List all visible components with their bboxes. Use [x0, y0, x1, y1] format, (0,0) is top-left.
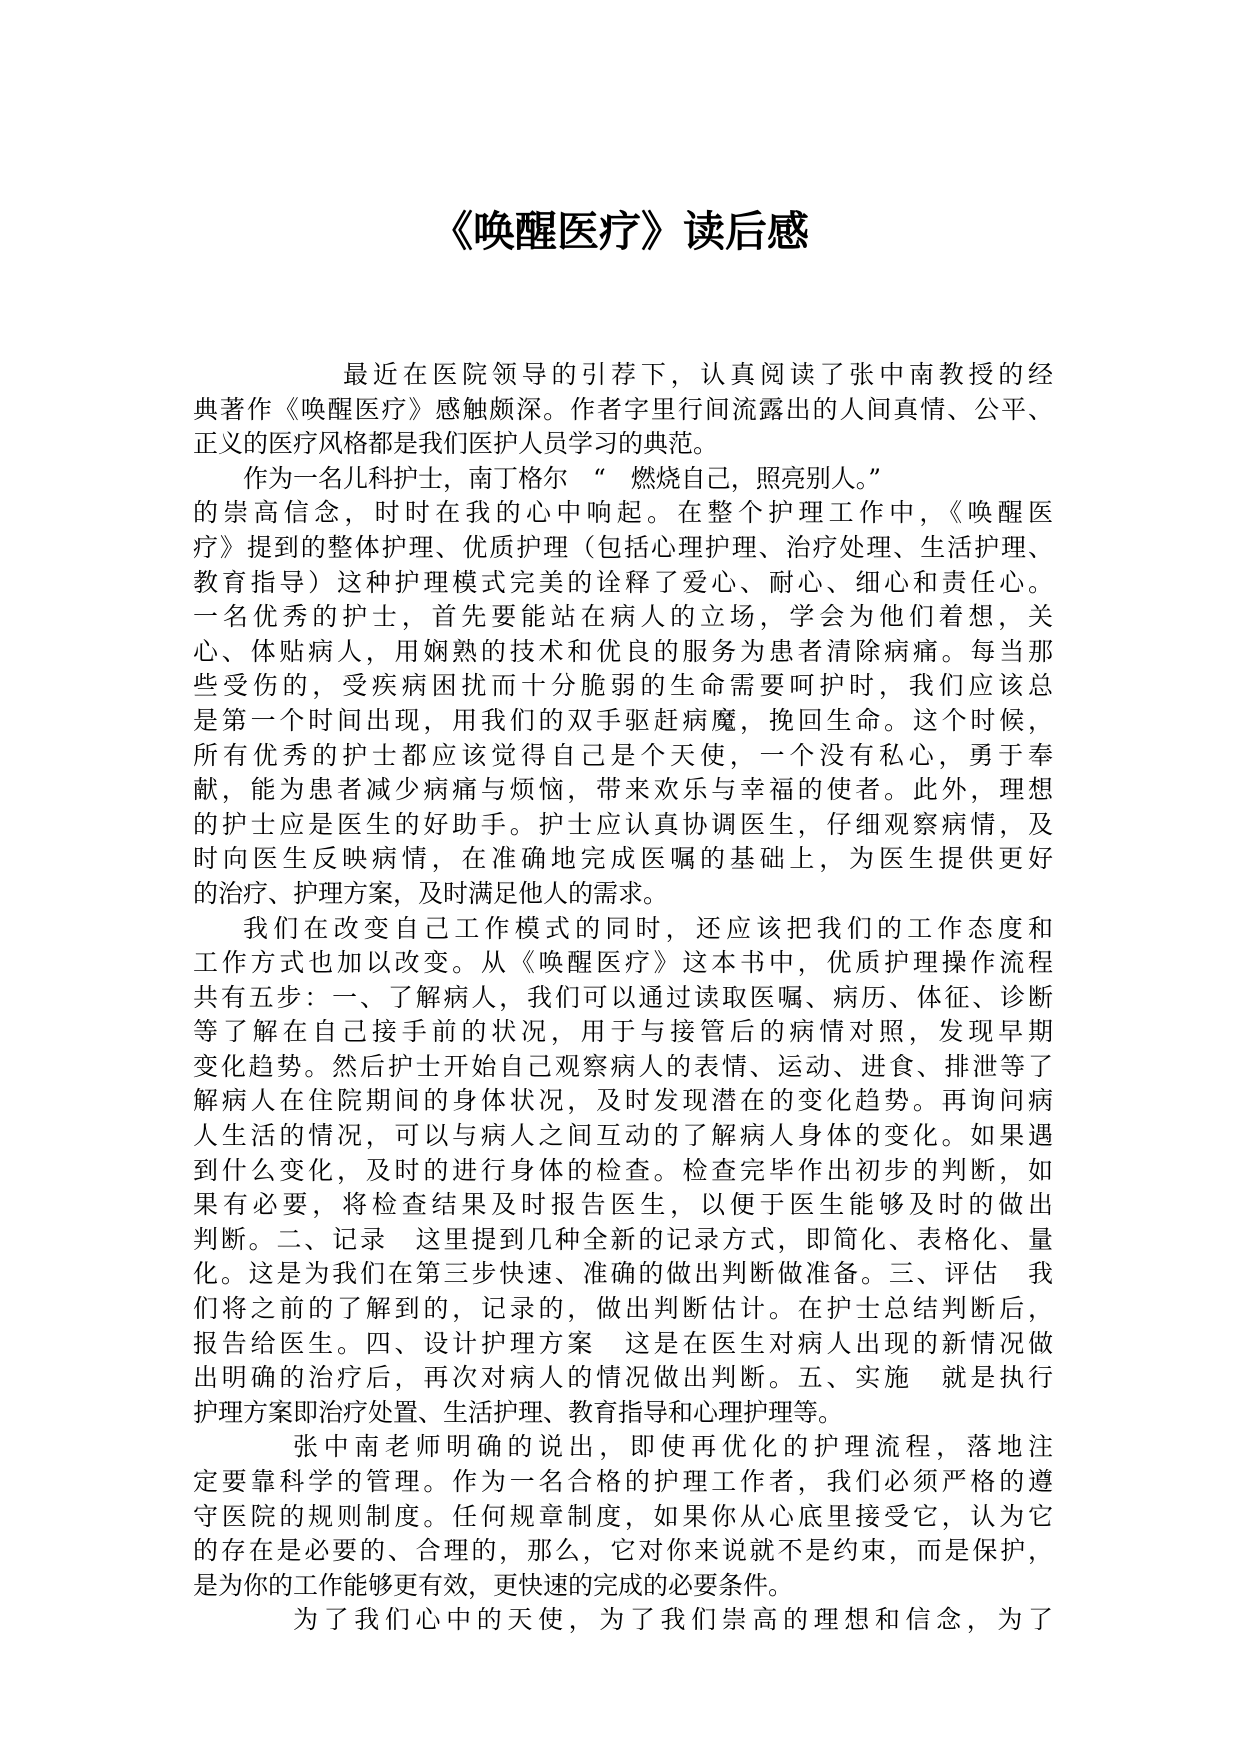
body-line: 一名优秀的护士，首先要能站在病人的立场，学会为他们着想，关 [193, 602, 1053, 632]
body-line: 心、体贴病人，用娴熟的技术和优良的服务为患者清除病痛。每当那 [193, 636, 1053, 666]
body-line: 报告给医生。四、设计护理方案 这是在医生对病人出现的新情况做 [193, 1328, 1053, 1358]
body-line: 些受伤的，受疾病困扰而十分脆弱的生命需要呵护时，我们应该总 [193, 671, 1053, 701]
body-line: 守医院的规则制度。任何规章制度，如果你从心底里接受它，认为它 [193, 1501, 1053, 1531]
body-line: 的崇高信念，时时在我的心中响起。在整个护理工作中，《唤醒医 [193, 498, 1053, 528]
body-line: 的治疗、护理方案，及时满足他人的需求。 [193, 878, 669, 908]
body-line: 工作方式也加以改变。从《唤醒医疗》这本书中，优质护理操作流程 [193, 948, 1053, 978]
body-line: 作为一名儿科护士，南丁格尔 “ 燃烧自己，照亮别人。” [243, 463, 882, 493]
body-line: 人生活的情况，可以与病人之间互动的了解病人身体的变化。如果遇 [193, 1121, 1053, 1151]
document-body [193, 358, 1053, 1638]
body-line: 变化趋势。然后护士开始自己观察病人的表情、运动、进食、排泄等了 [193, 1051, 1053, 1081]
body-line: 张中南老师明确的说出，即使再优化的护理流程，落地注 [293, 1432, 1053, 1462]
body-line: 共有五步：一、了解病人，我们可以通过读取医嘱、病历、体征、诊断 [193, 982, 1053, 1012]
body-line: 的护士应是医生的好助手。护士应认真协调医生，仔细观察病情，及 [193, 809, 1053, 839]
body-line: 的存在是必要的、合理的，那么，它对你来说就不是约束，而是保护， [193, 1536, 1053, 1566]
body-line: 我们在改变自己工作模式的同时，还应该把我们的工作态度和 [243, 913, 1053, 943]
body-line: 教育指导）这种护理模式完美的诠释了爱心、耐心、细心和责任心。 [193, 567, 1053, 597]
body-line: 所有优秀的护士都应该觉得自己是个天使，一个没有私心，勇于奉 [193, 740, 1053, 770]
body-line: 解病人在住院期间的身体状况，及时发现潜在的变化趋势。再询问病 [193, 1086, 1053, 1116]
body-line: 护理方案即治疗处置、生活护理、教育指导和心理护理等。 [193, 1397, 844, 1427]
body-line: 是为你的工作能够更有效，更快速的完成的必要条件。 [193, 1570, 794, 1600]
body-line: 定要靠科学的管理。作为一名合格的护理工作者，我们必须严格的遵 [193, 1467, 1053, 1496]
body-line: 正义的医疗风格都是我们医护人员学习的典范。 [193, 429, 719, 459]
body-line: 判断。二、记录 这里提到几种全新的记录方式，即简化、表格化、量 [193, 1224, 1053, 1254]
body-line: 化。这是为我们在第三步快速、准确的做出判断做准备。三、评估 我 [193, 1259, 1053, 1289]
body-line: 是第一个时间出现，用我们的双手驱赶病魔，挽回生命。这个时候， [193, 705, 1053, 735]
body-line: 果有必要，将检查结果及时报告医生，以便于医生能够及时的做出 [193, 1190, 1053, 1220]
body-line: 疗》提到的整体护理、优质护理（包括心理护理、治疗处理、生活护理、 [193, 532, 1053, 562]
body-line: 最近在医院领导的引荐下，认真阅读了张中南教授的经 [343, 360, 1053, 389]
body-line: 们将之前的了解到的，记录的，做出判断估计。在护士总结判断后， [193, 1294, 1053, 1324]
body-line: 出明确的治疗后，再次对病人的情况做出判断。五、实施 就是执行 [193, 1363, 1053, 1393]
body-line: 为了我们心中的天使，为了我们崇高的理想和信念，为了 [293, 1605, 1053, 1635]
body-line: 到什么变化，及时的进行身体的检查。检查完毕作出初步的判断，如 [193, 1155, 1053, 1185]
document-title: 《唤醒医疗》读后感 [430, 207, 809, 256]
body-line: 等了解在自己接手前的状况，用于与接管后的病情对照，发现早期 [193, 1017, 1053, 1047]
body-line: 典著作《唤醒医疗》感触颇深。作者字里行间流露出的人间真情、公平、 [193, 394, 1053, 424]
body-line: 时向医生反映病情，在准确地完成医嘱的基础上，为医生提供更好 [193, 844, 1053, 874]
body-line: 献，能为患者减少病痛与烦恼，带来欢乐与幸福的使者。此外，理想 [193, 775, 1053, 805]
